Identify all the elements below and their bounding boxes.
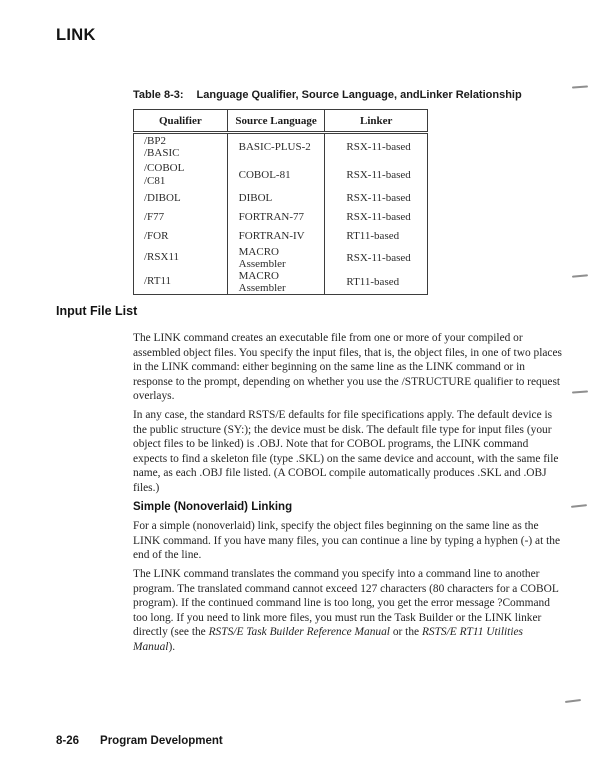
cell-source-language: FORTRAN-IV (227, 227, 325, 246)
scan-edge-mark (572, 85, 588, 89)
column-header-qualifier: Qualifier (134, 110, 228, 133)
table-row (134, 208, 428, 227)
table-row (134, 246, 428, 270)
cell-linker: RSX-11-based (325, 189, 428, 208)
cell-linker: RT11-based (325, 227, 428, 246)
paragraph-command-translation (133, 567, 564, 654)
cell-qualifier: /F77 (134, 208, 228, 227)
cell-qualifier: /BP2 /BASIC (134, 133, 228, 161)
column-header-linker: Linker (325, 110, 428, 133)
table-row (134, 189, 428, 208)
cell-linker: RSX-11-based (325, 246, 428, 270)
cell-source-language: FORTRAN-77 (227, 208, 325, 227)
cell-linker: RT11-based (325, 270, 428, 295)
scan-edge-mark (572, 390, 588, 394)
subsection-heading-simple-linking: Simple (Nonoverlaid) Linking (133, 500, 293, 513)
footer-page-number: 8-26 (56, 735, 80, 747)
cell-source-language: DIBOL (227, 189, 325, 208)
language-qualifier-table (133, 109, 428, 295)
cell-qualifier: /COBOL /C81 (134, 161, 228, 189)
paragraph-text: The LINK command translates the command you specify into a command line to another program. The translated command cannot exceed 127 characters (80 characters for a COBOL program). If the continued command line is too long, you get the error message ?Command too long. If you need to link more files, you must run the Task Builder or the LINK linker directly (see the (133, 568, 559, 638)
cell-source-language: MACRO Assembler (227, 246, 325, 270)
cell-qualifier: /RSX11 (134, 246, 228, 270)
table-row (134, 133, 428, 161)
cell-source-language: MACRO Assembler (227, 270, 325, 295)
cell-qualifier: /RT11 (134, 270, 228, 295)
column-header-source-language: Source Language (227, 110, 325, 133)
section-heading-input-file-list: Input File List (56, 304, 138, 318)
footer-section-title: Program Development (100, 735, 223, 747)
cell-qualifier: /FOR (134, 227, 228, 246)
paragraph-link-overview: The LINK command creates an executable file from one or more of your compiled or assembled object files. You specify the input files, that is, the object files, in one of two places in the LINK command: either beginning on the same line as the LINK command or in response to the prompt, depending on whether you use the /STRUCTURE qualifier to request overlays. (133, 332, 562, 402)
scan-edge-mark (571, 504, 587, 508)
cell-linker: RSX-11-based (325, 161, 428, 189)
paragraph-text: or the (389, 626, 422, 638)
manual-title-italic: RSTS/E Task Builder Reference Manual (208, 626, 390, 638)
page-footer (56, 735, 223, 747)
cell-source-language: COBOL-81 (227, 161, 325, 189)
paragraph-defaults: In any case, the standard RSTS/E defaults for file specifications apply. The default device is the public structure (SY:); the device must be disk. The default file type for input files (your object files to be linked) is .OBJ. Note that for COBOL programs, the LINK command expects to find a skeleton file (type .SKL) on the same device and account, with the same file name, as each .OBJ file listed. (A COBOL compile automatically produces .SKL and .OBJ files.) (133, 409, 559, 494)
cell-source-language: BASIC-PLUS-2 (227, 133, 325, 161)
manual-title-italic: RSTS/E RT11 Utilities Manual (133, 626, 523, 653)
table-caption-label: Table 8-3: (133, 89, 184, 101)
body-text-column (133, 331, 564, 659)
cell-qualifier: /DIBOL (134, 189, 228, 208)
table-header-row (134, 110, 428, 133)
cell-linker: RSX-11-based (325, 208, 428, 227)
table-caption (133, 89, 522, 101)
paragraph-simple-link: For a simple (nonoverlaid) link, specify the object files beginning on the same line as the LINK command. If you have many files, you can continue a line by typing a hyphen (-) at the end of the line. (133, 520, 561, 561)
paragraph-text: ). (168, 640, 176, 653)
table-row (134, 161, 428, 189)
scan-edge-mark (565, 699, 581, 703)
table-row (134, 270, 428, 295)
table-caption-title: Language Qualifier, Source Language, andLinker Relationship (196, 89, 522, 101)
page-title: LINK (56, 26, 96, 44)
cell-linker: RSX-11-based (325, 133, 428, 161)
table-row (134, 227, 428, 246)
scan-edge-mark (572, 274, 588, 278)
